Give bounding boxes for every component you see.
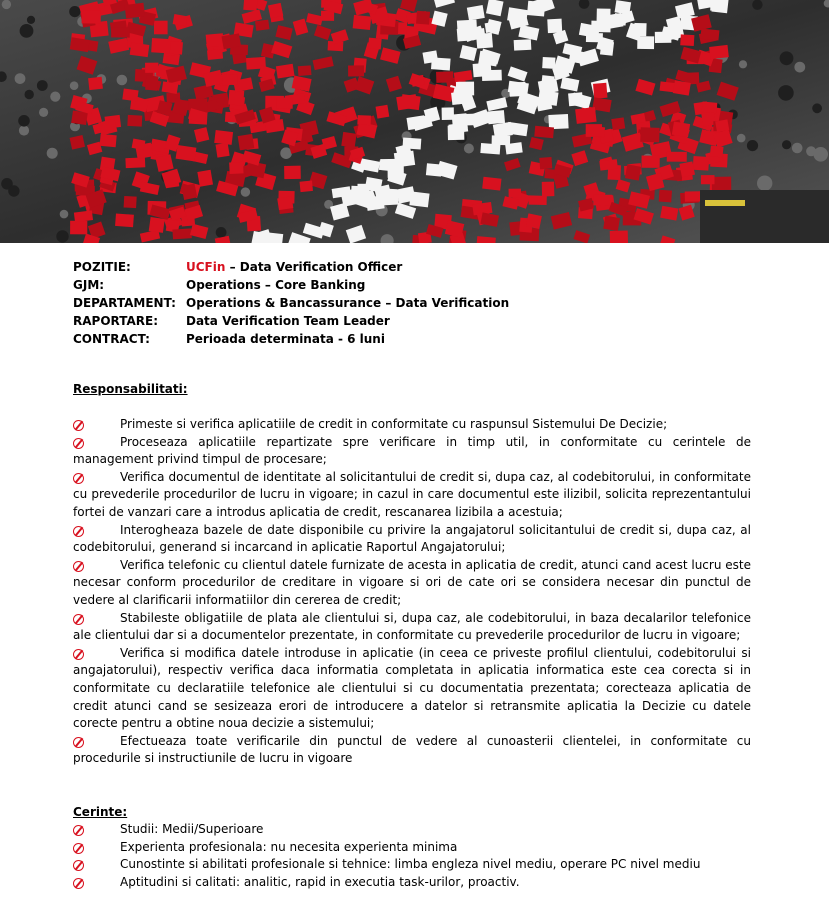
prohibited-bullet-icon <box>73 420 84 431</box>
red-card <box>127 115 142 127</box>
white-card <box>655 32 672 43</box>
list-item <box>73 874 751 892</box>
white-card <box>452 113 468 129</box>
white-card <box>358 184 370 197</box>
position-title: – Data Verification Officer <box>225 260 403 274</box>
red-card <box>124 196 137 208</box>
white-card <box>527 1 545 17</box>
list-item-text: Cunostinte si abilitati profesionale si tehnice: limba engleza nivel mediu, operare PC nivel mediu <box>120 857 701 872</box>
red-card <box>122 88 138 101</box>
red-card <box>206 33 224 47</box>
red-card <box>526 213 542 229</box>
red-card <box>255 20 269 31</box>
red-card <box>701 175 715 184</box>
prohibited-bullet-icon <box>73 860 84 871</box>
red-card <box>70 221 87 235</box>
red-card <box>700 28 719 40</box>
info-row-contract <box>73 330 773 348</box>
red-card <box>603 216 620 231</box>
red-card <box>542 182 555 197</box>
red-card <box>528 195 546 205</box>
red-card <box>368 38 382 50</box>
stage-stripe <box>705 200 745 206</box>
crowd-figure <box>19 125 29 135</box>
crowd-figure <box>25 90 34 99</box>
red-card <box>436 71 453 83</box>
white-card <box>548 114 568 129</box>
red-card <box>238 134 255 151</box>
red-card <box>672 121 690 137</box>
crowd-figure <box>47 148 58 159</box>
crowd-figure <box>20 24 34 38</box>
red-card <box>357 115 371 125</box>
white-card <box>492 135 511 145</box>
red-card <box>348 65 364 76</box>
crowd-figure <box>18 115 30 127</box>
red-card <box>207 49 223 60</box>
red-card <box>197 170 213 187</box>
red-card <box>321 11 334 21</box>
white-card <box>379 160 395 171</box>
prohibited-bullet-icon <box>73 561 84 572</box>
cerinte-list <box>73 821 751 891</box>
list-item <box>73 821 751 839</box>
crowd-figure <box>806 146 816 156</box>
info-value <box>186 258 402 276</box>
info-value: Operations – Core Banking <box>186 278 366 292</box>
crowd-figure <box>812 103 822 113</box>
crowd-figure <box>757 176 772 191</box>
red-card <box>640 127 659 142</box>
list-item-text: Verifica si modifica datele introduse in aplicatie (in ceea ce priveste profilul clientului, codebitorului si angajatorului), respectiv verifica daca informatia completata in aplicatia informatica este cea corecta si in conformitate cu declaratiile telefonice ale clientului si cu documentatia prezentata; corecteaza aplicatia de credit atunci cand se sesizeaza erori de introducere a datelor si retransmite aplicatia la Decizie cu datele corecte pentru a obtine noua decizie a sistemului; <box>73 645 751 731</box>
red-card <box>214 130 233 145</box>
list-item-text: Stabileste obligatiile de plata ale clientului si, dupa caz, ale codebitorului, in baza decalarilor telefonice ale clientului dar si a documentelor prezentate, in conformitate cu prevederile procedurilor de lucru in vigoare; <box>73 610 751 643</box>
white-card <box>542 57 555 69</box>
red-card <box>702 102 718 114</box>
red-card <box>709 45 729 59</box>
red-card <box>710 146 724 158</box>
red-card <box>151 38 171 53</box>
red-card <box>416 11 430 25</box>
red-card <box>276 97 292 108</box>
white-card <box>467 5 485 21</box>
list-item <box>73 434 751 469</box>
white-card <box>482 70 502 81</box>
crowd-figure <box>792 143 803 154</box>
responsabilitati-heading: Responsabilitati: <box>73 382 188 396</box>
red-card <box>125 3 145 19</box>
crowd-figure <box>737 134 746 143</box>
crowd-figure <box>27 16 35 24</box>
red-card <box>482 177 501 191</box>
red-card <box>115 213 134 227</box>
red-card <box>181 184 197 200</box>
red-card <box>641 155 659 167</box>
info-label: DEPARTAMENT: <box>73 296 176 310</box>
white-card <box>457 28 475 42</box>
crowd-figure <box>117 75 128 86</box>
crowd-figure <box>8 185 19 196</box>
info-row-departament <box>73 294 773 312</box>
red-card <box>341 132 356 148</box>
red-card <box>693 156 710 171</box>
list-item <box>73 645 751 733</box>
crowd-figure <box>782 140 791 149</box>
red-card <box>145 63 159 73</box>
red-card <box>88 77 103 90</box>
prohibited-bullet-icon <box>73 438 84 449</box>
red-card <box>172 228 191 239</box>
red-card <box>534 126 554 138</box>
white-card <box>409 191 429 207</box>
white-card <box>514 39 532 50</box>
white-card <box>402 137 421 149</box>
crowd-figure <box>794 62 805 73</box>
list-item-text: Experienta profesionala: nu necesita experienta minima <box>120 839 458 854</box>
white-card <box>547 19 562 33</box>
list-item <box>73 733 751 768</box>
white-card <box>457 20 477 30</box>
red-card <box>176 145 197 161</box>
white-card <box>568 92 583 106</box>
info-label: POZITIE: <box>73 260 131 274</box>
white-card <box>487 110 505 124</box>
cerinte-heading: Cerinte: <box>73 805 128 819</box>
stage-structure <box>700 190 829 243</box>
list-item <box>73 839 751 857</box>
info-row-gjm <box>73 276 773 294</box>
list-item-text: Aptitudini si calitati: analitic, rapid in executia task-urilor, proactiv. <box>120 874 520 889</box>
white-card <box>431 57 451 70</box>
list-item-text: Interogheaza bazele de date disponibile cu privire la angajatorul solicitantului de credit si, dupa caz, al codebitorului, generand si incarcand in aplicatie Raportul Angajatorului; <box>73 522 751 555</box>
red-card <box>243 0 257 11</box>
info-label: GJM: <box>73 278 105 292</box>
list-item-text: Efectueaza toate verificarile din punctul de vedere al cunoasterii clientelei, in conformitate cu procedurile si instructiunile de lucru in vigoare <box>73 733 751 766</box>
list-item-text: Verifica documentul de identitate al solicitantului de credit si, dupa caz, al codebitorului, in conformitate cu prevederile procedurilor de lucru in vigoare; in cazul in care documentul este ilizibil, solicita reprezentantului fortei de vanzari care a introdus aplicatia de credit, rescanarea lizibila a acestuia; <box>73 469 751 519</box>
red-card <box>712 177 731 190</box>
red-card <box>154 21 168 35</box>
crowd-figure <box>778 85 794 101</box>
red-card <box>216 143 230 158</box>
info-value: Operations & Bancassurance – Data Verification <box>186 296 510 310</box>
list-item <box>73 856 751 874</box>
red-card <box>300 181 313 193</box>
job-info <box>73 258 773 348</box>
crowd-figure <box>2 0 11 9</box>
red-card <box>268 3 283 18</box>
crowd-figure <box>70 81 79 90</box>
prohibited-bullet-icon <box>73 737 84 748</box>
white-card <box>486 0 504 16</box>
red-card <box>611 117 625 130</box>
red-card <box>539 157 552 169</box>
white-card <box>476 33 493 49</box>
prohibited-bullet-icon <box>73 878 84 889</box>
info-label: CONTRACT: <box>73 332 150 346</box>
red-card <box>610 230 628 243</box>
red-card <box>625 164 641 180</box>
responsabilitati-list <box>73 416 751 768</box>
header-photo <box>0 0 829 243</box>
white-card <box>505 142 523 154</box>
red-card <box>586 124 602 137</box>
white-card <box>591 21 611 33</box>
list-item <box>73 522 751 557</box>
red-card <box>509 189 521 198</box>
crowd-figure <box>747 140 758 151</box>
red-card <box>111 27 130 37</box>
crowd-figure <box>37 80 48 91</box>
red-card <box>593 83 607 99</box>
white-card <box>451 91 470 105</box>
red-card <box>130 43 150 58</box>
list-item <box>73 557 751 610</box>
red-card <box>685 191 701 201</box>
info-row-pozitie <box>73 258 773 276</box>
list-item-text: Proceseaza aplicatiile repartizate spre verificare in timp util, in conformitate cu cerintele de management privind timpul de procesare; <box>73 434 751 467</box>
info-row-raportare <box>73 312 773 330</box>
red-card <box>593 195 612 206</box>
crowd-figure <box>50 92 60 102</box>
crowd-figure <box>464 144 474 154</box>
red-card <box>100 134 117 147</box>
prohibited-bullet-icon <box>73 614 84 625</box>
red-card <box>679 161 695 177</box>
red-card <box>376 105 390 119</box>
red-card <box>125 157 145 168</box>
red-card <box>659 190 672 203</box>
brand-name: UCFin <box>186 260 226 274</box>
red-card <box>82 10 101 24</box>
crowd-figure <box>15 73 26 84</box>
red-card <box>277 196 293 210</box>
list-item <box>73 469 751 522</box>
info-value: Perioada determinata - 6 luni <box>186 332 385 346</box>
red-card <box>667 152 687 162</box>
crowd-figure <box>39 108 48 117</box>
red-card <box>149 217 165 233</box>
red-card <box>575 107 597 124</box>
white-card <box>710 0 724 11</box>
red-card <box>228 90 244 106</box>
crowd-figure <box>56 230 68 242</box>
crowd-figure <box>216 227 227 238</box>
red-card <box>145 75 158 90</box>
info-value: Data Verification Team Leader <box>186 314 390 328</box>
crowd-figure <box>780 51 794 65</box>
crowd-figure <box>739 60 747 68</box>
red-card <box>284 166 301 179</box>
info-label: RAPORTARE: <box>73 314 159 328</box>
prohibited-bullet-icon <box>73 843 84 854</box>
crowd-figure <box>69 6 80 17</box>
list-item-text: Studii: Medii/Superioare <box>120 822 264 836</box>
red-card <box>680 34 694 46</box>
list-item-text: Verifica telefonic cu clientul datele furnizate de acesta in aplicatia de credit, atunci cand acest lucru este necesar conform procedurilor de creditare in vigoare si ori de cate ori se considera necesar din punctul de vedere al clarificarii informatiilor din cererea de credit; <box>73 557 751 607</box>
crowd-figure <box>241 187 250 196</box>
prohibited-bullet-icon <box>73 526 84 537</box>
white-card <box>637 36 654 49</box>
list-item <box>73 416 751 434</box>
list-item-text: Primeste si verifica aplicatiile de credit in conformitate cu raspunsul Sistemului De Decizie; <box>120 417 668 431</box>
prohibited-bullet-icon <box>73 825 84 836</box>
red-card <box>229 162 243 174</box>
crowd-figure <box>60 210 69 219</box>
crowd-flag-illustration <box>0 0 829 243</box>
red-card <box>660 81 676 92</box>
prohibited-bullet-icon <box>73 473 84 484</box>
red-card <box>353 15 372 30</box>
prohibited-bullet-icon <box>73 649 84 660</box>
red-card <box>298 65 312 76</box>
red-card <box>411 75 425 87</box>
red-card <box>276 64 295 79</box>
list-item <box>73 610 751 645</box>
red-card <box>673 80 691 95</box>
red-card <box>170 41 183 54</box>
